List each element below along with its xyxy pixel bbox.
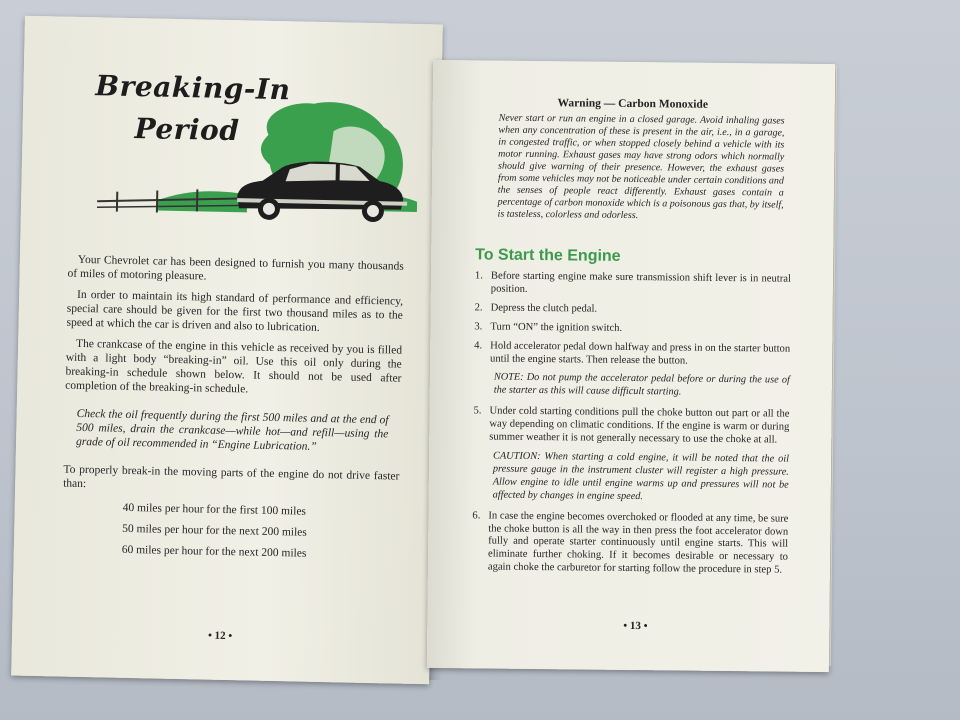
- page-number: • 13 •: [623, 619, 648, 633]
- speed-item: 60 miles per hour for the next 200 miles: [121, 543, 307, 560]
- step-item: [473, 406, 789, 448]
- speed-item: 40 miles per hour for the first 100 miles: [122, 501, 307, 518]
- title-line-2: Period: [134, 112, 240, 148]
- intro-text: [63, 253, 404, 505]
- step-number: 6.: [472, 509, 481, 522]
- title-line-1: Breaking-In: [95, 69, 291, 107]
- right-page: [427, 60, 835, 672]
- note-step-4: NOTE: Do not pump the accelerator pedal before or during the use of the starter as this will cause difficult starting.: [493, 372, 790, 398]
- speed-list: [121, 502, 307, 569]
- step-text: Turn “ON” the ignition switch.: [490, 321, 623, 334]
- step-item: [475, 270, 791, 299]
- paragraph: In order to maintain its high standard of performance and efficiency, special care should be given for the first two thousand miles as to the speed at which the car is driven and also to lubrication.: [66, 288, 404, 334]
- section-title: To Start the Engine: [475, 246, 621, 265]
- page-number: • 12 •: [207, 629, 233, 643]
- caution-step-5: CAUTION: When starting a cold engine, it will be noted that the oil pressure gauge in the instrument cluster will register a high pressure. Allow engine to idle until engine warms up and pressures will not be affected by changes in engine speed.: [492, 450, 790, 502]
- step-number: 2.: [474, 302, 483, 314]
- steps-list: [472, 270, 791, 583]
- step-item: [474, 340, 790, 369]
- step-number: 4.: [474, 339, 483, 352]
- paragraph: Your Chevrolet car has been designed to furnish you many thousands of miles of motoring pleasure.: [67, 253, 404, 283]
- step-text: Under cold starting conditions pull the choke button out part or all the way depending on climatic conditions. If the engine is warm or during summer weather it is not generally necessary to use the choke at all.: [489, 405, 790, 446]
- step-item: [472, 510, 789, 578]
- step-item: [475, 302, 791, 318]
- step-item: [474, 321, 790, 337]
- oil-note: Check the oil frequently during the first 500 miles and at the end of 500 miles, drain the crankcase—while hot—and refill—using the grade of oil recommended in “Engine Lubrication.”: [75, 407, 389, 453]
- warning-title: Warning — Carbon Monoxide: [557, 97, 709, 111]
- paragraph: The crankcase of the engine in this vehicle as received by you is filled with a light body “breaking-in” oil. Use this oil only during the breaking-in schedule shown below. It should not be used after completion of the breaking-in schedule.: [65, 337, 403, 396]
- left-page: [11, 16, 443, 685]
- step-number: 5.: [473, 405, 482, 417]
- step-number: 1.: [474, 270, 483, 282]
- warning-text: Never start or run an engine in a closed garage. Avoid inhaling gases when any concentration of these is present in the air, i.e., in a garage, in congested traffic, or when stopped closely behind a vehicle with its motor running. Exhaust gases may have strong odors which normally should give warning of their presence. However, the exhaust gases from some vehicles may not be noticeable under certain conditions and the senses of people react differently. Exhaust gases contain a percentage of carbon monoxide which is a poisonous gas that, by itself, is tasteless, colorless and odorless.: [497, 112, 785, 222]
- car-illustration: [97, 91, 420, 228]
- step-number: 3.: [474, 321, 483, 333]
- step-text: In case the engine becomes overchoked or flooded at any time, be sure the choke button is all the way in then press the foot accelerator down fully and operate starter continuously until engine starts. This will eliminate further choking. If it becomes desirable or necessary to again choke the carburetor for starting follow the procedure in step 5.: [487, 510, 789, 576]
- speed-item: 50 miles per hour for the next 200 miles: [122, 522, 307, 539]
- step-text: Hold accelerator pedal down halfway and press in on the starter button until the engine starts. Then release the button.: [490, 340, 791, 367]
- step-text: Depress the clutch pedal.: [490, 302, 598, 315]
- step-text: Before starting engine make sure transmission shift lever is in neutral position.: [490, 270, 791, 295]
- speed-intro: To properly break-in the moving parts of the engine do not drive faster than:: [63, 463, 400, 491]
